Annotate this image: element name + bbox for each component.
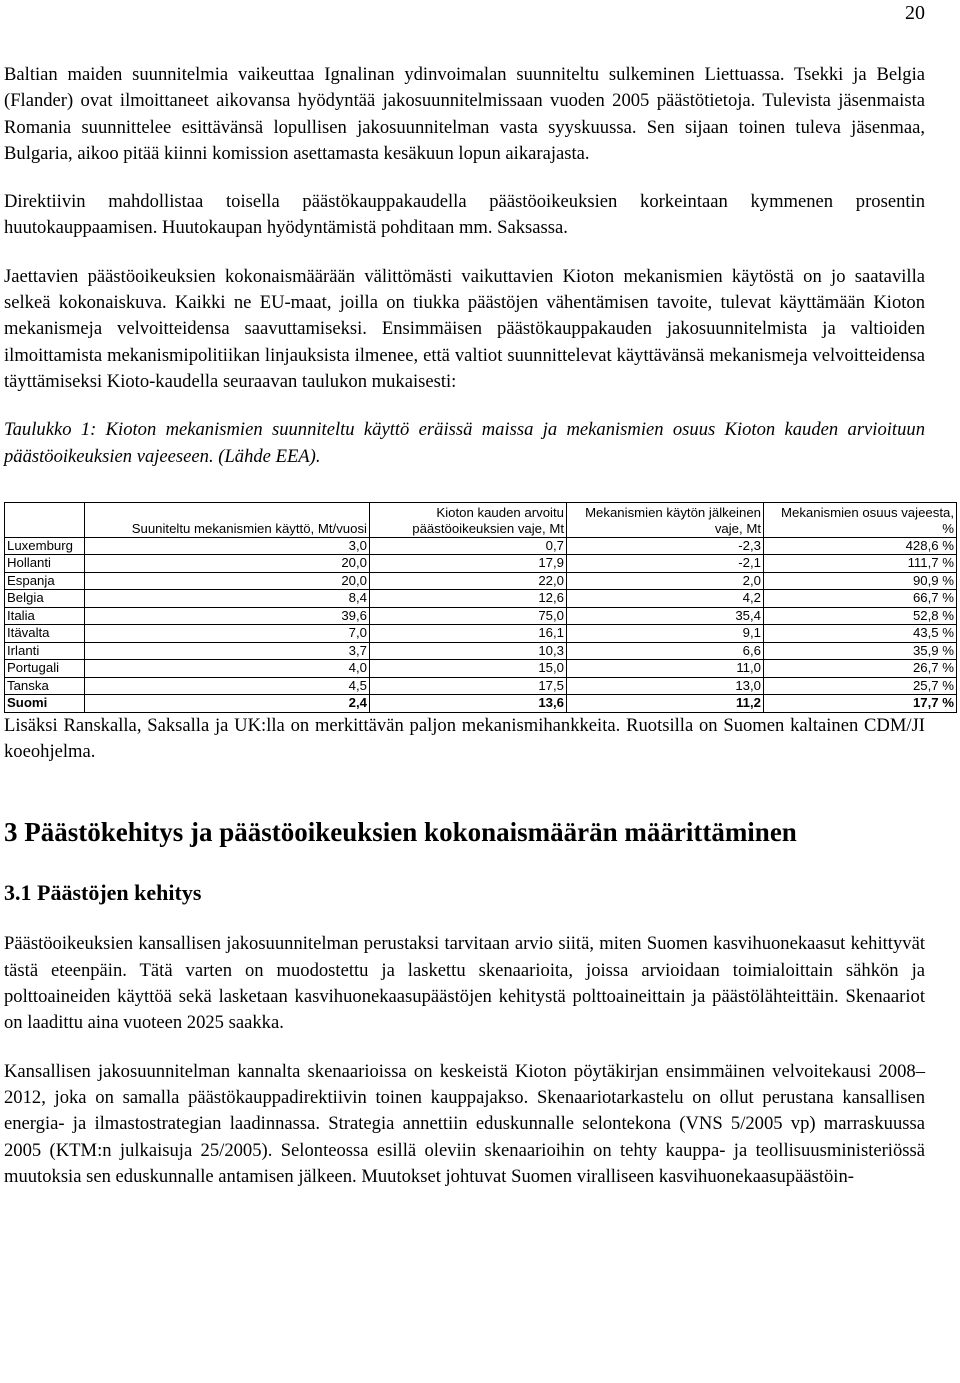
cell-use: 39,6 [85,607,370,625]
paragraph-scenarios: Päästöoikeuksien kansallisen jakosuunnitelman perustaksi tarvitaan arvio siitä, miten Suomen kasvihuonekaasut kehittyvät tästä eteenpäin. Tätä varten on muodostettu ja laskettu skenaarioita, joissa arvioidaan toimialoittain sähkön ja polttoaineiden käyttöä sekä lasketaan kasvihuonekaasupäästöjen kehitystä polttoaineittain ja päästölähteittäin. Skenaariot on laadittu aina vuoteen 2025 saakka. [4,933,925,1034]
cell-deficit: 12,6 [370,590,567,608]
paragraph-national-plan: Kansallisen jakosuunnitelman kannalta skenaarioissa on keskeistä Kioton pöytäkirjan ensimmäinen velvoitekausi 2008–2012, joka on samalla päästökauppadirektiivin toinen kauppajakso. Skenaariotarkastelu on ollut perustana kansallisen energia- ja ilmastostrategian laadinnassa. Strategia annettiin eduskunnalle selontekona (VNS 5/2005 vp) marraskuussa 2005 (KTM:n julkaisuja 25/2005). Selonteossa esillä oleviin skenaarioihin on tehty kauppa- ja teollisuusministeriössä muutoksia sen eduskunnalle antamisen jälkeen. Muutokset johtuvat Suomen viralliseen kasvihuonekaasupäästöin- [4,1060,925,1187]
cell-use: 7,0 [85,625,370,643]
cell-share: 26,7 % [764,660,957,678]
cell-use: 4,5 [85,677,370,695]
cell-country: Belgia [5,590,85,608]
cell-country: Luxemburg [5,537,85,555]
cell-use: 20,0 [85,555,370,573]
cell-use: 2,4 [85,695,370,713]
cell-deficit: 15,0 [370,660,567,678]
cell-deficit: 13,6 [370,695,567,713]
header-country [5,502,85,537]
header-share: Mekanismien osuus vajeesta, % [764,502,957,537]
table-row [5,555,957,573]
table-row-finland [5,695,957,713]
cell-deficit: 75,0 [370,607,567,625]
cell-after: 35,4 [567,607,764,625]
cell-deficit: 10,3 [370,642,567,660]
cell-share: 25,7 % [764,677,957,695]
cell-after: -2,1 [567,555,764,573]
cell-after: 9,1 [567,625,764,643]
table-row [5,677,957,695]
cell-country: Itävalta [5,625,85,643]
table-row [5,607,957,625]
cell-share: 66,7 % [764,590,957,608]
cell-share: 52,8 % [764,607,957,625]
cell-after: 4,2 [567,590,764,608]
cell-after: 11,2 [567,695,764,713]
document-body [4,62,954,1212]
cell-deficit: 0,7 [370,537,567,555]
cell-deficit: 17,9 [370,555,567,573]
cell-after: 11,0 [567,660,764,678]
cell-country: Irlanti [5,642,85,660]
subsection-heading: 3.1 Päästöjen kehitys [4,880,202,906]
cell-after: -2,3 [567,537,764,555]
cell-share: 17,7 % [764,695,957,713]
cell-after: 6,6 [567,642,764,660]
header-planned-use: Suuniteltu mekanismien käyttö, Mt/vuosi [85,502,370,537]
mechanisms-table [4,502,957,713]
paragraph-other-countries: Lisäksi Ranskalla, Saksalla ja UK:lla on merkittävän paljon mekanismihankkeita. Ruotsilla on Suomen kaltainen CDM/JI koeohjelma. [4,714,925,763]
cell-use: 4,0 [85,660,370,678]
header-deficit: Kioton kauden arvoitu päästöoikeuksien vaje, Mt [370,502,567,537]
cell-after: 2,0 [567,572,764,590]
cell-share: 43,5 % [764,625,957,643]
cell-country: Italia [5,607,85,625]
cell-country: Suomi [5,695,85,713]
cell-country: Hollanti [5,555,85,573]
table-row [5,625,957,643]
paragraph-auction: Direktiivin mahdollistaa toisella päästökauppakaudella päästöoikeuksien korkeintaan kymmenen prosentin huutokauppaamisen. Huutokaupan hyödyntämistä pohditaan mm. Saksassa. [4,191,925,239]
section-heading: 3 Päästökehitys ja päästöoikeuksien kokonaismäärän määrittäminen [4,817,797,848]
table-row [5,660,957,678]
table-row [5,537,957,555]
cell-country: Portugali [5,660,85,678]
cell-use: 20,0 [85,572,370,590]
cell-use: 3,0 [85,537,370,555]
cell-country: Tanska [5,677,85,695]
header-after-deficit: Mekanismien käytön jälkeinen vaje, Mt [567,502,764,537]
paragraph-baltic: Baltian maiden suunnitelmia vaikeuttaa Ignalinan ydinvoimalan suunniteltu sulkeminen Liettuassa. Tsekki ja Belgia (Flander) ovat ilmoittaneet aikovansa hyödyntää jakosuunnitelmissaan vuoden 2005 päästötietoja. Tulevista jäsenmaista Romania suunnittelee esittävänsä lopullisen jakosuunnitelman vasta syyskuussa. Sen sijaan toinen tuleva jäsenmaa, Bulgaria, aikoo pitää kiinni komission asettamasta kesäkuun lopun aikarajasta. [4,64,925,164]
cell-deficit: 22,0 [370,572,567,590]
table-caption: Taulukko 1: Kioton mekanismien suunniteltu käyttö eräissä maissa ja mekanismien osuus Kioton kauden arvioituun päästöoikeuksien vajeeseen. (Lähde EEA). [4,419,925,467]
cell-share: 90,9 % [764,572,957,590]
cell-share: 111,7 % [764,555,957,573]
cell-deficit: 17,5 [370,677,567,695]
cell-country: Espanja [5,572,85,590]
table-row [5,572,957,590]
cell-share: 35,9 % [764,642,957,660]
cell-deficit: 16,1 [370,625,567,643]
cell-after: 13,0 [567,677,764,695]
table-row [5,642,957,660]
paragraph-kyoto-mechanisms: Jaettavien päästöoikeuksien kokonaismäärään välittömästi vaikuttavien Kioton mekanismien käytöstä on jo saatavilla selkeä kokonaiskuva. Kaikki ne EU-maat, joilla on tiukka päästöjen vähentämisen tavoite, tulevat käyttämään Kioton mekanismeja velvoitteidensa saavuttamiseksi. Ensimmäisen päästökauppakauden jakosuunnitelmista ja valtioiden ilmoittamista mekanismipolitiikan linjauksista ilmenee, että valtiot suunnittelevat käyttävänsä mekanismeja velvoitteidensa täyttämiseksi Kioto-kaudella seuraavan taulukon mukaisesti: [4,265,925,392]
table-header-row [5,502,957,537]
table-row [5,590,957,608]
cell-use: 3,7 [85,642,370,660]
page-number: 20 [905,2,925,24]
cell-share: 428,6 % [764,537,957,555]
cell-use: 8,4 [85,590,370,608]
